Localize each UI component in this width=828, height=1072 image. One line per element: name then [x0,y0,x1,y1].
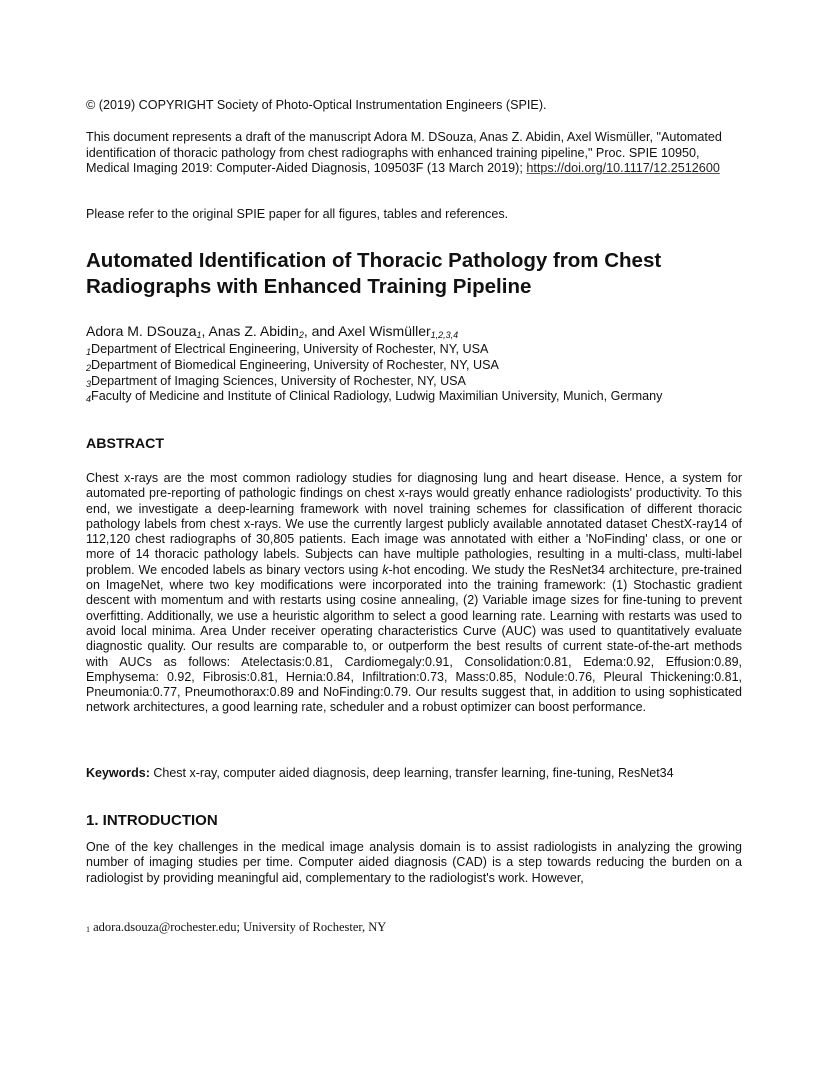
introduction-heading: 1. INTRODUCTION [86,812,218,829]
affiliation-text: Department of Biomedical Engineering, University of Rochester, NY, USA [91,358,499,372]
paper-title: Automated Identification of Thoracic Pathology from Chest Radiographs with Enhanced Training Pipeline [86,249,662,298]
draft-prefix: This document represents a draft of the manuscript [86,130,374,144]
affiliation [86,388,786,407]
draft-notice [86,130,742,177]
affiliation-mark: 2 [86,363,92,373]
author-mark: 1 [196,330,202,340]
abstract-body [86,471,742,716]
doi-link[interactable]: https://doi.org/10.1117/12.2512600 [526,161,720,175]
copyright-notice: © (2019) COPYRIGHT Society of Photo-Optical Instrumentation Engineers (SPIE). [86,98,547,112]
author-mark: 2 [298,330,304,340]
abstract-heading: ABSTRACT [86,436,165,452]
introduction-body: One of the key challenges in the medical image analysis domain is to assist radiologists in analyzing the growing number of imaging studies per time. Computer aided diagnosis (CAD) is a step towards reducing the burden on a radiologist by providing meaningful aid, complementary to the radiologist's work. However, [86,840,742,885]
author-mark: 1,2,3,4 [430,330,459,340]
keywords-label: Keywords: [86,766,150,780]
draft-citation: Adora M. DSouza, Anas Z. Abidin, Axel Wismüller, "Automated identification of thoracic pathology from chest radiographs with enhanced training pipeline," Proc. SPIE 10950, Medical Imaging 2019: Computer-Aided Diagnosis, 109503F (13 March 2019); [86,130,722,175]
author-name: , Anas Z. Abidin [201,323,299,339]
affiliation-mark: 4 [86,394,92,404]
keywords [86,766,766,781]
abstract-italic-k: k [382,562,389,577]
affiliation-text: Department of Electrical Engineering, University of Rochester, NY, USA [91,342,489,356]
affiliation-text: Department of Imaging Sciences, University of Rochester, NY, USA [91,374,466,388]
author-name: Adora M. DSouza [86,323,197,339]
footnote-mark: 1 [86,925,90,934]
refer-note: Please refer to the original SPIE paper for all figures, tables and references. [86,207,509,221]
abstract-text: Chest x-rays are the most common radiology studies for diagnosing lung and heart disease. Hence, a system for automated pre-reporting of pathologic findings on chest x-rays would greatly enhance radiologists' productivity. To this end, we investigate a deep-learning framework with novel training schemes for classification of different thoracic pathology labels from chest x-rays. We use the currently largest publicly available annotated dataset ChestX-ray14 of 112,120 chest radiographs of 30,805 patients. Each image was annotated with either a 'NoFinding' class, or one or more of 14 thoracic pathology labels. Subjects can have multiple pathologies, resulting in a multi-class, multi-label problem. We encoded labels as binary vectors using [86,471,742,577]
footnote [86,920,742,937]
affiliation-mark: 3 [86,379,92,389]
keywords-text: Chest x-ray, computer aided diagnosis, deep learning, transfer learning, fine-tuning, ResNet34 [149,766,674,780]
author-name: , and Axel Wismüller [303,323,431,339]
affiliation-text: Faculty of Medicine and Institute of Clinical Radiology, Ludwig Maximilian University, Munich, Germany [91,389,663,403]
footnote-text: adora.dsouza@rochester.edu; University of Rochester, NY [90,920,387,934]
affiliation-mark: 1 [86,347,92,357]
abstract-text: -hot encoding. We study the ResNet34 architecture, pre-trained on ImageNet, where two key modifications were incorporated into the training framework: (1) Stochastic gradient descent with momentum and with restarts using cosine annealing, (2) Variable image sizes for fine-tuning to prevent overfitting. Additionally, we use a heuristic algorithm to select a good learning rate. Learning with restarts was used to avoid local minima. Area Under receiver operating characteristics Curve (AUC) was used to quantitatively evaluate diagnostic quality. Our results are comparable to, or outperform the best results of current state-of-the-art methods with AUCs as follows: Atelectasis:0.81, Cardiomegaly:0.91, Consolidation:0.81, Edema:0.92, Effusion:0.89, Emphysema: 0.92, Fibrosis:0.81, Hernia:0.84, Infiltration:0.73, Mass:0.85, Nodule:0.76, Pleural Thickening:0.81, Pneumonia:0.77, Pneumothorax:0.89 and NoFinding:0.79. Our results suggest that, in addition to using sophisticated network architectures, a good learning rate, scheduler and a robust optimizer can boost performance. [86,562,743,715]
